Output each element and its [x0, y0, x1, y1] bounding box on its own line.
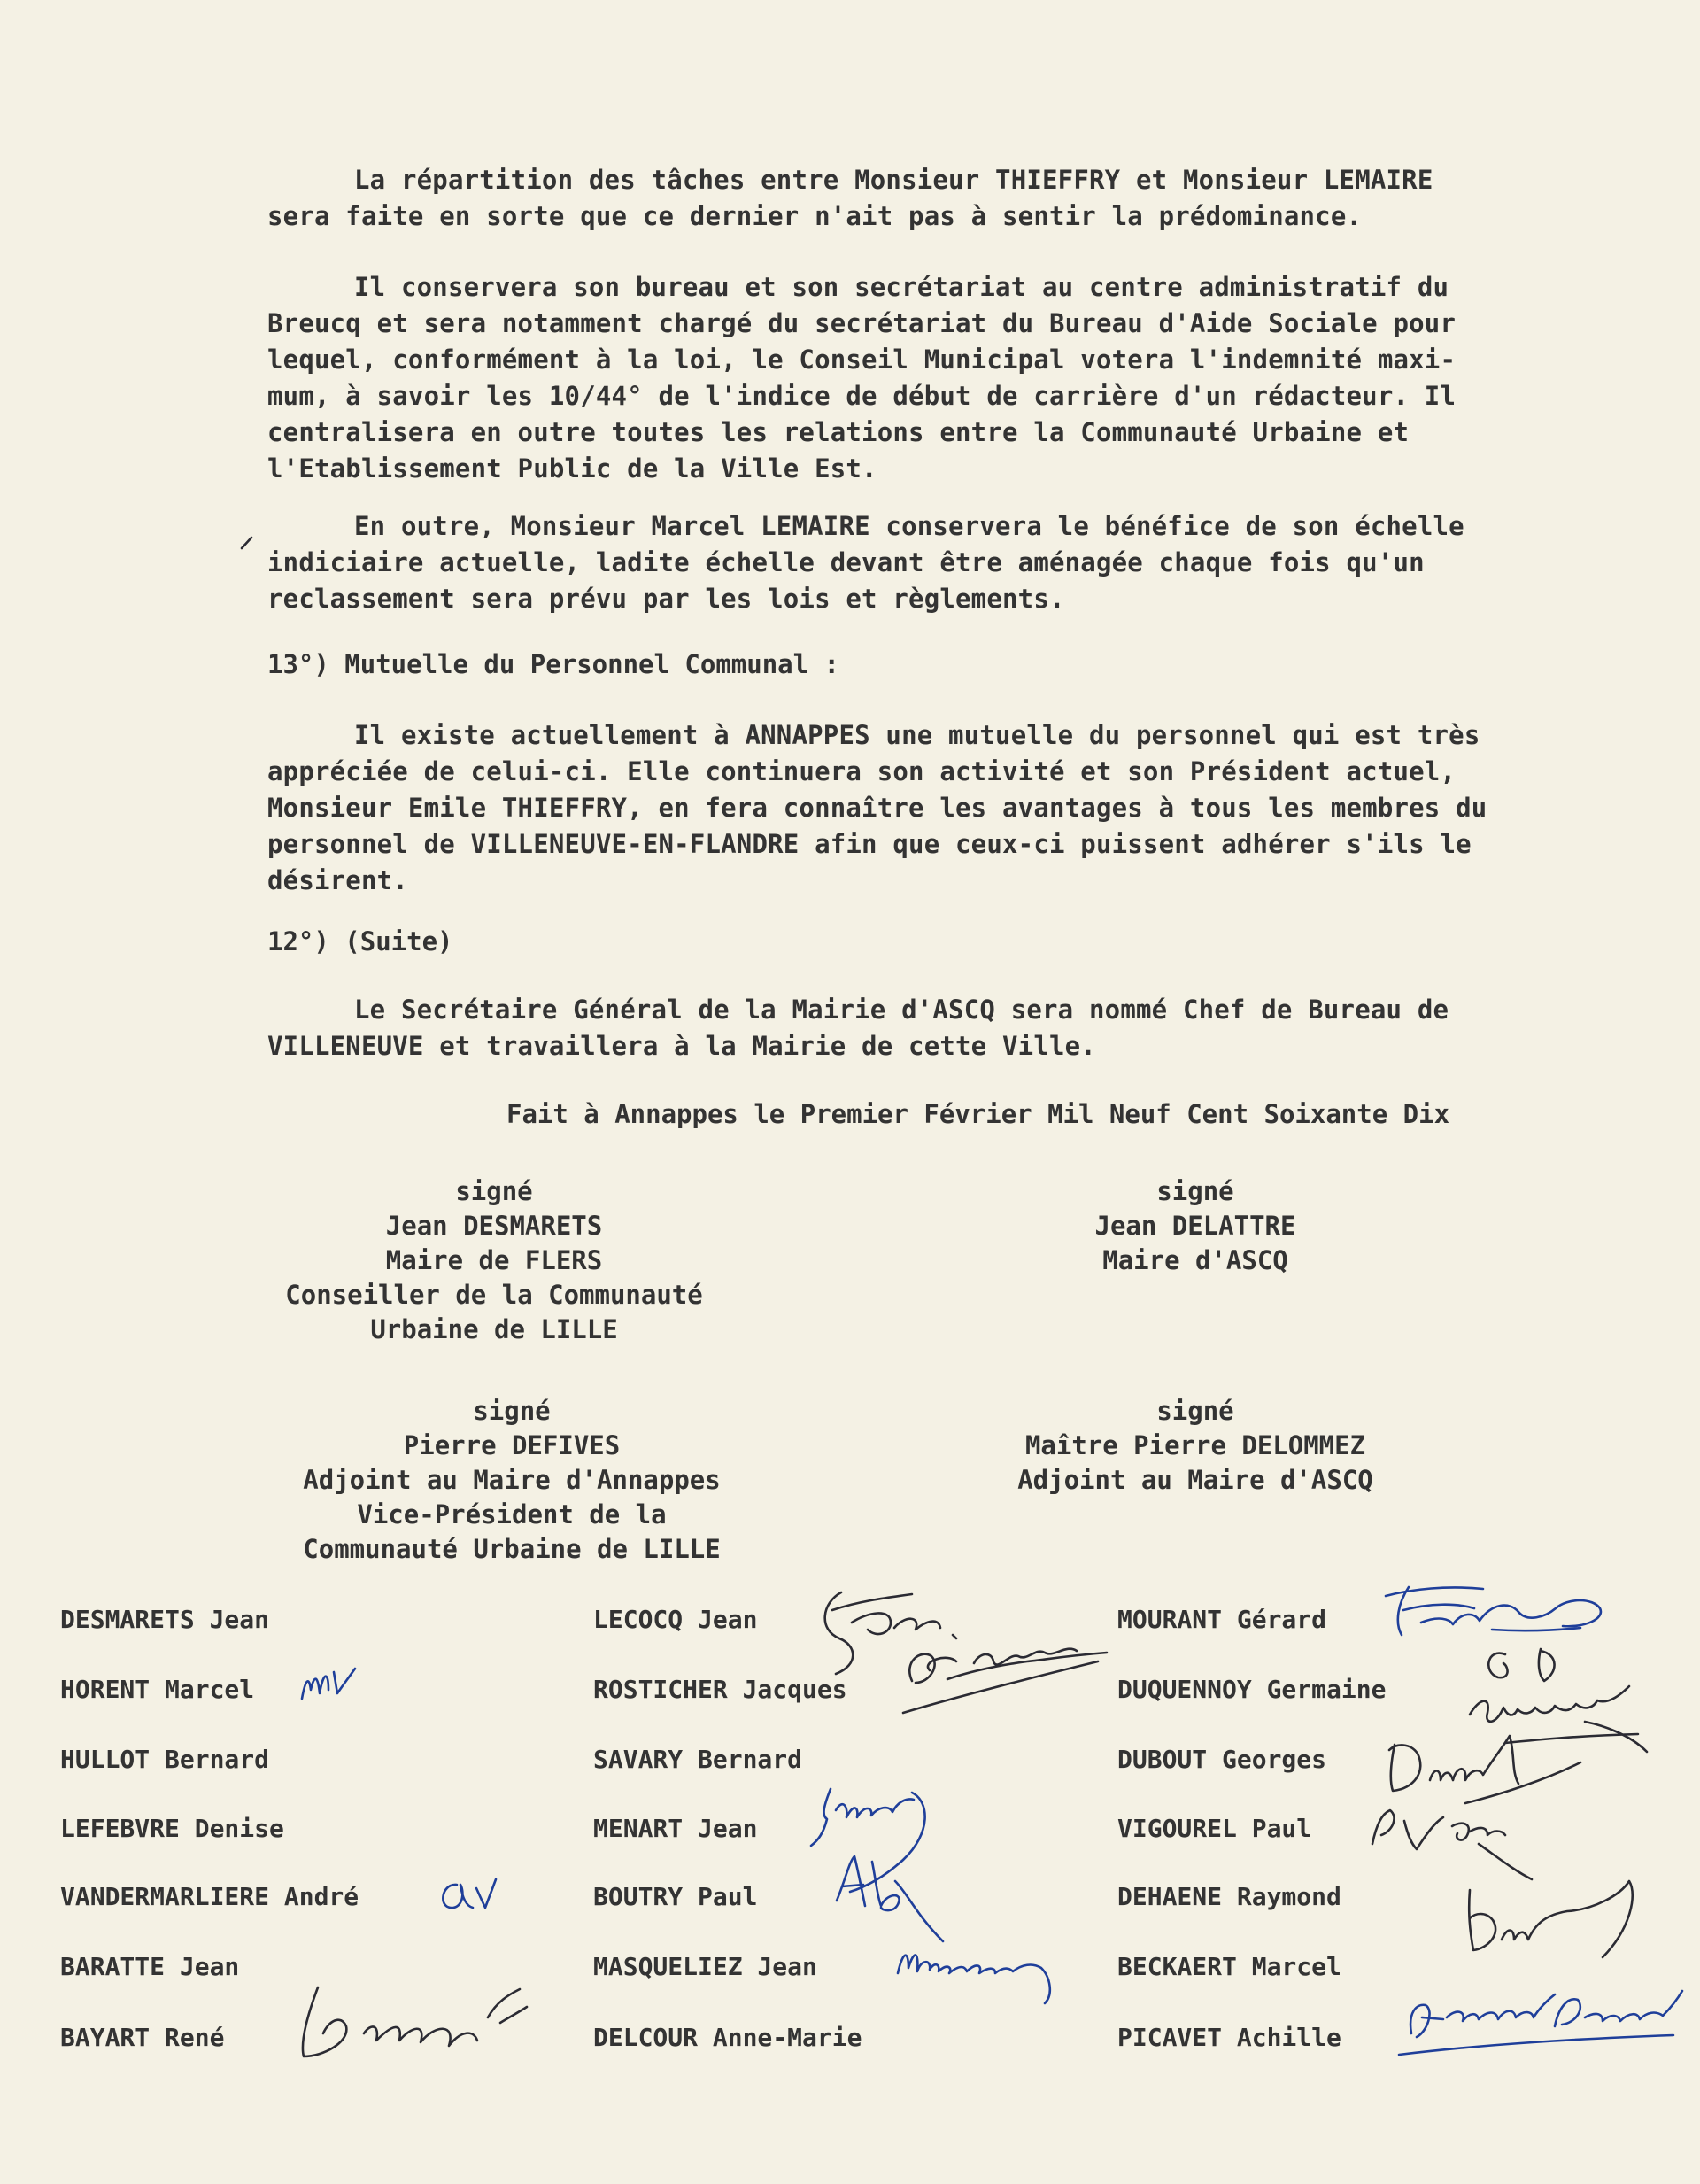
section-heading-suite: 12°) (Suite)	[267, 926, 453, 956]
closing-date-line: Fait à Annappes le Premier Février Mil Neuf Cent Soixante Dix	[506, 1099, 1450, 1129]
member-name: BOUTRY Paul	[593, 1882, 758, 1911]
signature-rosticher	[894, 1626, 1124, 1723]
member-name: DELCOUR Anne-Marie	[593, 2023, 862, 2052]
text-line: l'Etablissement Public de la Ville Est.	[267, 453, 877, 484]
signatory-title: Communauté Urbaine de LILLE	[303, 1534, 721, 1564]
signatory-name: Maître Pierre DELOMMEZ	[1024, 1430, 1366, 1460]
signed-label: signé	[473, 1396, 551, 1426]
signature-masqueliez	[885, 1932, 1080, 2012]
member-name: HULLOT Bernard	[60, 1745, 270, 1774]
member-name: VANDERMARLIERE André	[60, 1882, 359, 1911]
text-line: sera faite en sorte que ce dernier n'ait pas à sentir la prédominance.	[267, 201, 1363, 231]
signature-beckaert	[1452, 1869, 1665, 1984]
signatory-name: Jean DELATTRE	[1094, 1211, 1296, 1241]
signatory-name: Jean DESMARETS	[385, 1211, 603, 1241]
signatory-delattre	[965, 1174, 1426, 1278]
signed-label: signé	[1156, 1396, 1234, 1426]
signature-horent	[297, 1663, 367, 1712]
text-line: indiciaire actuelle, ladite échelle devant être aménagée chaque fois qu'un	[267, 547, 1425, 577]
text-line: En outre, Monsieur Marcel LEMAIRE conservera le bénéfice de son échelle	[354, 511, 1464, 541]
member-name: HORENT Marcel	[60, 1675, 255, 1704]
text-line: La répartition des tâches entre Monsieur THIEFFRY et Monsieur LEMAIRE	[354, 165, 1433, 195]
text-line: Il conservera son bureau et son secrétariat au centre administratif du	[354, 272, 1449, 302]
paragraph-office	[267, 269, 1666, 487]
text-line: mum, à savoir les 10/44° de l'indice de début de carrière d'un rédacteur. Il	[267, 381, 1457, 411]
paragraph-task-sharing	[267, 162, 1666, 235]
member-name: SAVARY Bernard	[593, 1745, 803, 1774]
signatory-title: Vice-Président de la	[357, 1499, 667, 1530]
member-name: LEFEBVRE Denise	[60, 1814, 284, 1843]
paragraph-scale	[267, 508, 1666, 617]
member-name: VIGOUREL Paul	[1117, 1814, 1312, 1843]
member-name: MOURANT Gérard	[1117, 1605, 1327, 1634]
text-line: Le Secrétaire Général de la Mairie d'ASCQ sera nommé Chef de Bureau de	[354, 995, 1449, 1025]
signatory-title: Maire d'ASCQ	[1102, 1245, 1288, 1275]
pen-tick-mark	[239, 534, 257, 555]
member-name: BARATTE Jean	[60, 1952, 240, 1981]
signature-bayart	[288, 1971, 545, 2069]
member-name: BAYART René	[60, 2023, 225, 2052]
member-name: PICAVET Achille	[1117, 2023, 1341, 2052]
text-line: appréciée de celui-ci. Elle continuera son activité et son Président actuel,	[267, 756, 1457, 786]
paragraph-secretary	[267, 992, 1666, 1065]
text-line: VILLENEUVE et travaillera à la Mairie de cette Ville.	[267, 1031, 1096, 1061]
member-name: DEHAENE Raymond	[1117, 1882, 1341, 1911]
text-line: centralisera en outre toutes les relations entre la Communauté Urbaine et	[267, 417, 1410, 447]
text-line: personnel de VILLENEUVE-EN-FLANDRE afin que ceux-ci puissent adhérer s'ils le	[267, 829, 1472, 859]
member-name: DUQUENNOY Germaine	[1117, 1675, 1387, 1704]
member-name: BECKAERT Marcel	[1117, 1952, 1341, 1981]
signatory-title: Adjoint au Maire d'ASCQ	[1017, 1465, 1373, 1495]
signatory-delommez	[965, 1394, 1426, 1498]
signatory-title: Conseiller de la Communauté	[285, 1280, 703, 1310]
section-heading-mutuelle: 13°) Mutuelle du Personnel Communal :	[267, 649, 840, 679]
member-name: MASQUELIEZ Jean	[593, 1952, 817, 1981]
member-name: DUBOUT Georges	[1117, 1745, 1327, 1774]
signed-label: signé	[1156, 1176, 1234, 1206]
member-name: MENART Jean	[593, 1814, 758, 1843]
signatory-desmarets	[237, 1174, 751, 1347]
text-line: lequel, conformément à la loi, le Conseil Municipal votera l'indemnité maxi-	[267, 345, 1457, 375]
signature-picavet	[1381, 1973, 1700, 2071]
paragraph-mutuelle	[267, 717, 1666, 899]
signatory-name: Pierre DEFIVES	[403, 1430, 621, 1460]
signatory-title: Urbaine de LILLE	[370, 1314, 618, 1344]
signatory-defives	[237, 1394, 786, 1567]
member-name: DESMARETS Jean	[60, 1605, 270, 1634]
text-line: reclassement sera prévu par les lois et règlements.	[267, 584, 1065, 614]
member-name: ROSTICHER Jacques	[593, 1675, 847, 1704]
signed-label: signé	[455, 1176, 533, 1206]
text-line: désirent.	[267, 865, 408, 895]
text-line: Monsieur Emile THIEFFRY, en fera connaître les avantages à tous les membres du	[267, 793, 1488, 823]
signatory-title: Adjoint au Maire d'Annappes	[303, 1465, 721, 1495]
member-name: LECOCQ Jean	[593, 1605, 758, 1634]
text-line: Breucq et sera notamment chargé du secrétariat du Bureau d'Aide Sociale pour	[267, 308, 1457, 338]
signatory-title: Maire de FLERS	[385, 1245, 603, 1275]
text-line: Il existe actuellement à ANNAPPES une mutuelle du personnel qui est très	[354, 720, 1480, 750]
signature-vandermarliere	[434, 1867, 514, 1920]
